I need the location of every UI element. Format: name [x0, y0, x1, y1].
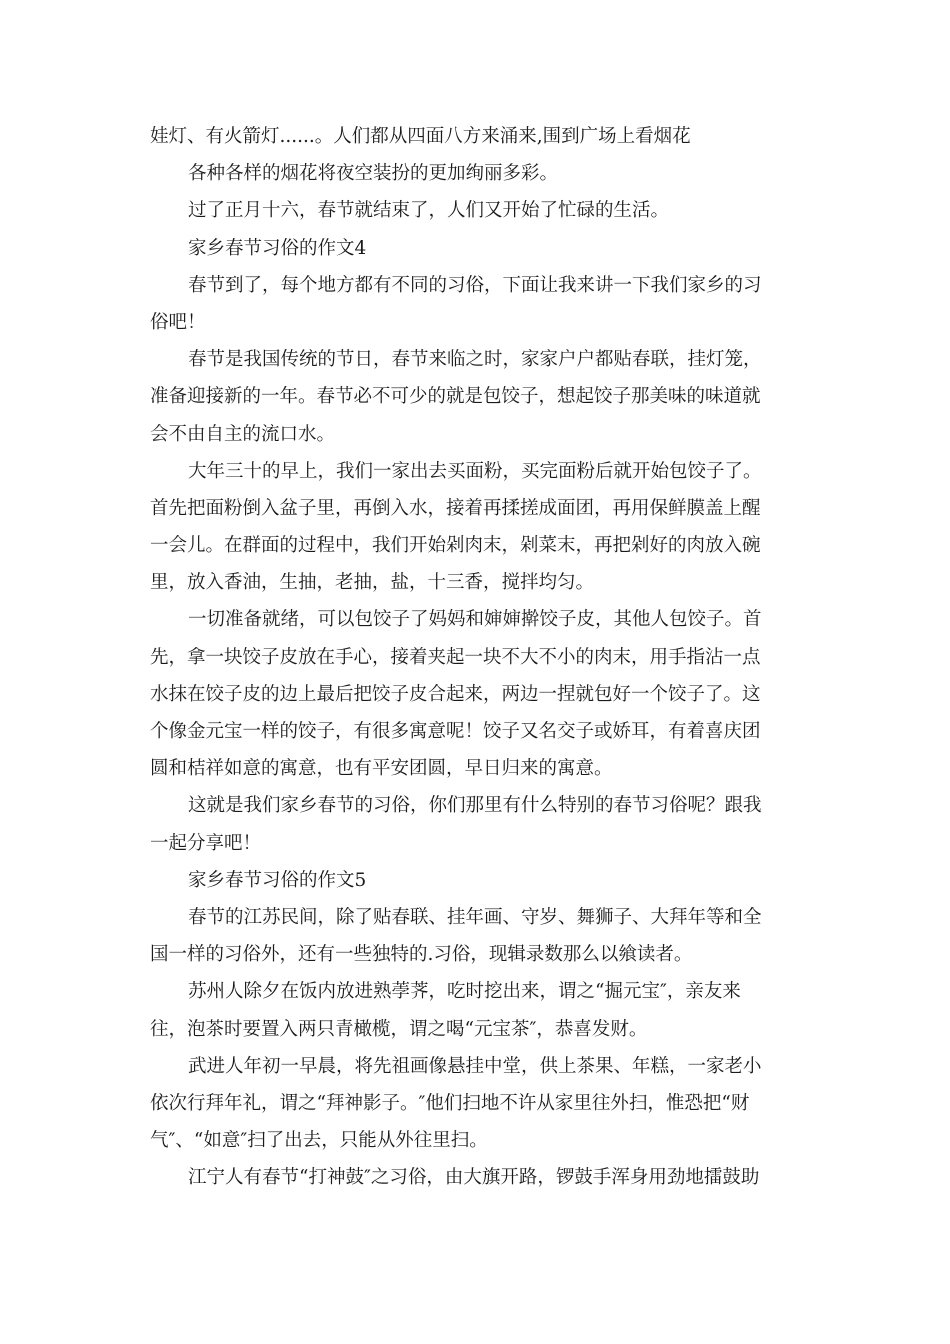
- text-line: 气″、“如意″扫了出去，只能从外往里扫。: [150, 1130, 488, 1152]
- text-line: 一切准备就绪，可以包饺子了妈妈和婶婶擀饺子皮，其他人包饺子。首: [188, 609, 762, 631]
- text-line: 个像金元宝一样的饺子，有很多寓意呢！饺子又名交子或娇耳，有着喜庆团: [150, 721, 761, 742]
- text-line: 依次行拜年礼，谓之“拜神影子。″他们扫地不许从家里往外扫，惟恐把“财: [150, 1092, 750, 1114]
- text-line: 娃灯、有火箭灯......。人们都从四面八方来涌来,围到广场上看烟花: [150, 126, 691, 147]
- text-line: 会不由自主的流口水。: [150, 423, 336, 445]
- text-line: 往，泡茶时要置入两只青橄榄，谓之喝“元宝茶″，恭喜发财。: [150, 1018, 648, 1040]
- text-line: 水抹在饺子皮的边上最后把饺子皮合起来，两边一捏就包好一个饺子了。这: [150, 683, 761, 705]
- text-line: 苏州人除夕在饭内放进熟荸荠，吃时挖出来，谓之“掘元宝″，亲友来: [188, 981, 741, 1003]
- text-line: 俗吧！: [150, 311, 206, 333]
- document-body: [150, 118, 800, 1196]
- text-line: 圆和桔祥如意的寓意，也有平安团圆，早日归来的寓意。: [150, 758, 613, 780]
- text-line: 准备迎接新的一年。春节必不可少的就是包饺子，想起饺子那美味的味道就: [150, 386, 761, 408]
- text-line: 大年三十的早上，我们一家出去买面粉，买完面粉后就开始包饺子了。: [188, 460, 762, 482]
- text-line: 国一样的习俗外，还有一些独特的.习俗，现辑录数那么以飨读者。: [150, 944, 693, 966]
- text-line: 过了正月十六，春节就结束了，人们又开始了忙碌的生活。: [188, 200, 670, 222]
- text-line: 江宁人有春节“打神鼓″之习俗，由大旗开路，锣鼓手浑身用劲地擂鼓助: [188, 1167, 760, 1189]
- text-line: 春节到了，每个地方都有不同的习俗，下面让我来讲一下我们家乡的习: [188, 274, 762, 296]
- text-line: 武进人年初一早晨，将先祖画像悬挂中堂，供上茶果、年糕，一家老小: [188, 1055, 762, 1077]
- text-line: 春节的江苏民间，除了贴春联、挂年画、守岁、舞狮子、大拜年等和全: [188, 906, 762, 928]
- text-line: 家乡春节习俗的作文5: [188, 869, 367, 891]
- text-line: 家乡春节习俗的作文4: [188, 237, 367, 259]
- text-line: 里，放入香油，生抽，老抽，盐，十三香，搅拌均匀。: [150, 572, 595, 594]
- text-line: 这就是我们家乡春节的习俗，你们那里有什么特别的春节习俗呢？跟我: [188, 795, 762, 817]
- text-line: 一起分享吧！: [150, 832, 262, 854]
- text-line: 春节是我国传统的节日，春节来临之时，家家户户都贴春联，挂灯笼，: [188, 349, 762, 371]
- text-line: 首先把面粉倒入盆子里，再倒入水，接着再揉搓成面团，再用保鲜膜盖上醒: [150, 497, 761, 519]
- text-line: 各种各样的烟花将夜空装扮的更加绚丽多彩。: [188, 163, 559, 185]
- text-line: 一会儿。在群面的过程中，我们开始剁肉末，剁菜末，再把剁好的肉放入碗: [150, 535, 761, 557]
- text-line: 先，拿一块饺子皮放在手心，接着夹起一块不大不小的肉末，用手指沾一点: [150, 646, 761, 668]
